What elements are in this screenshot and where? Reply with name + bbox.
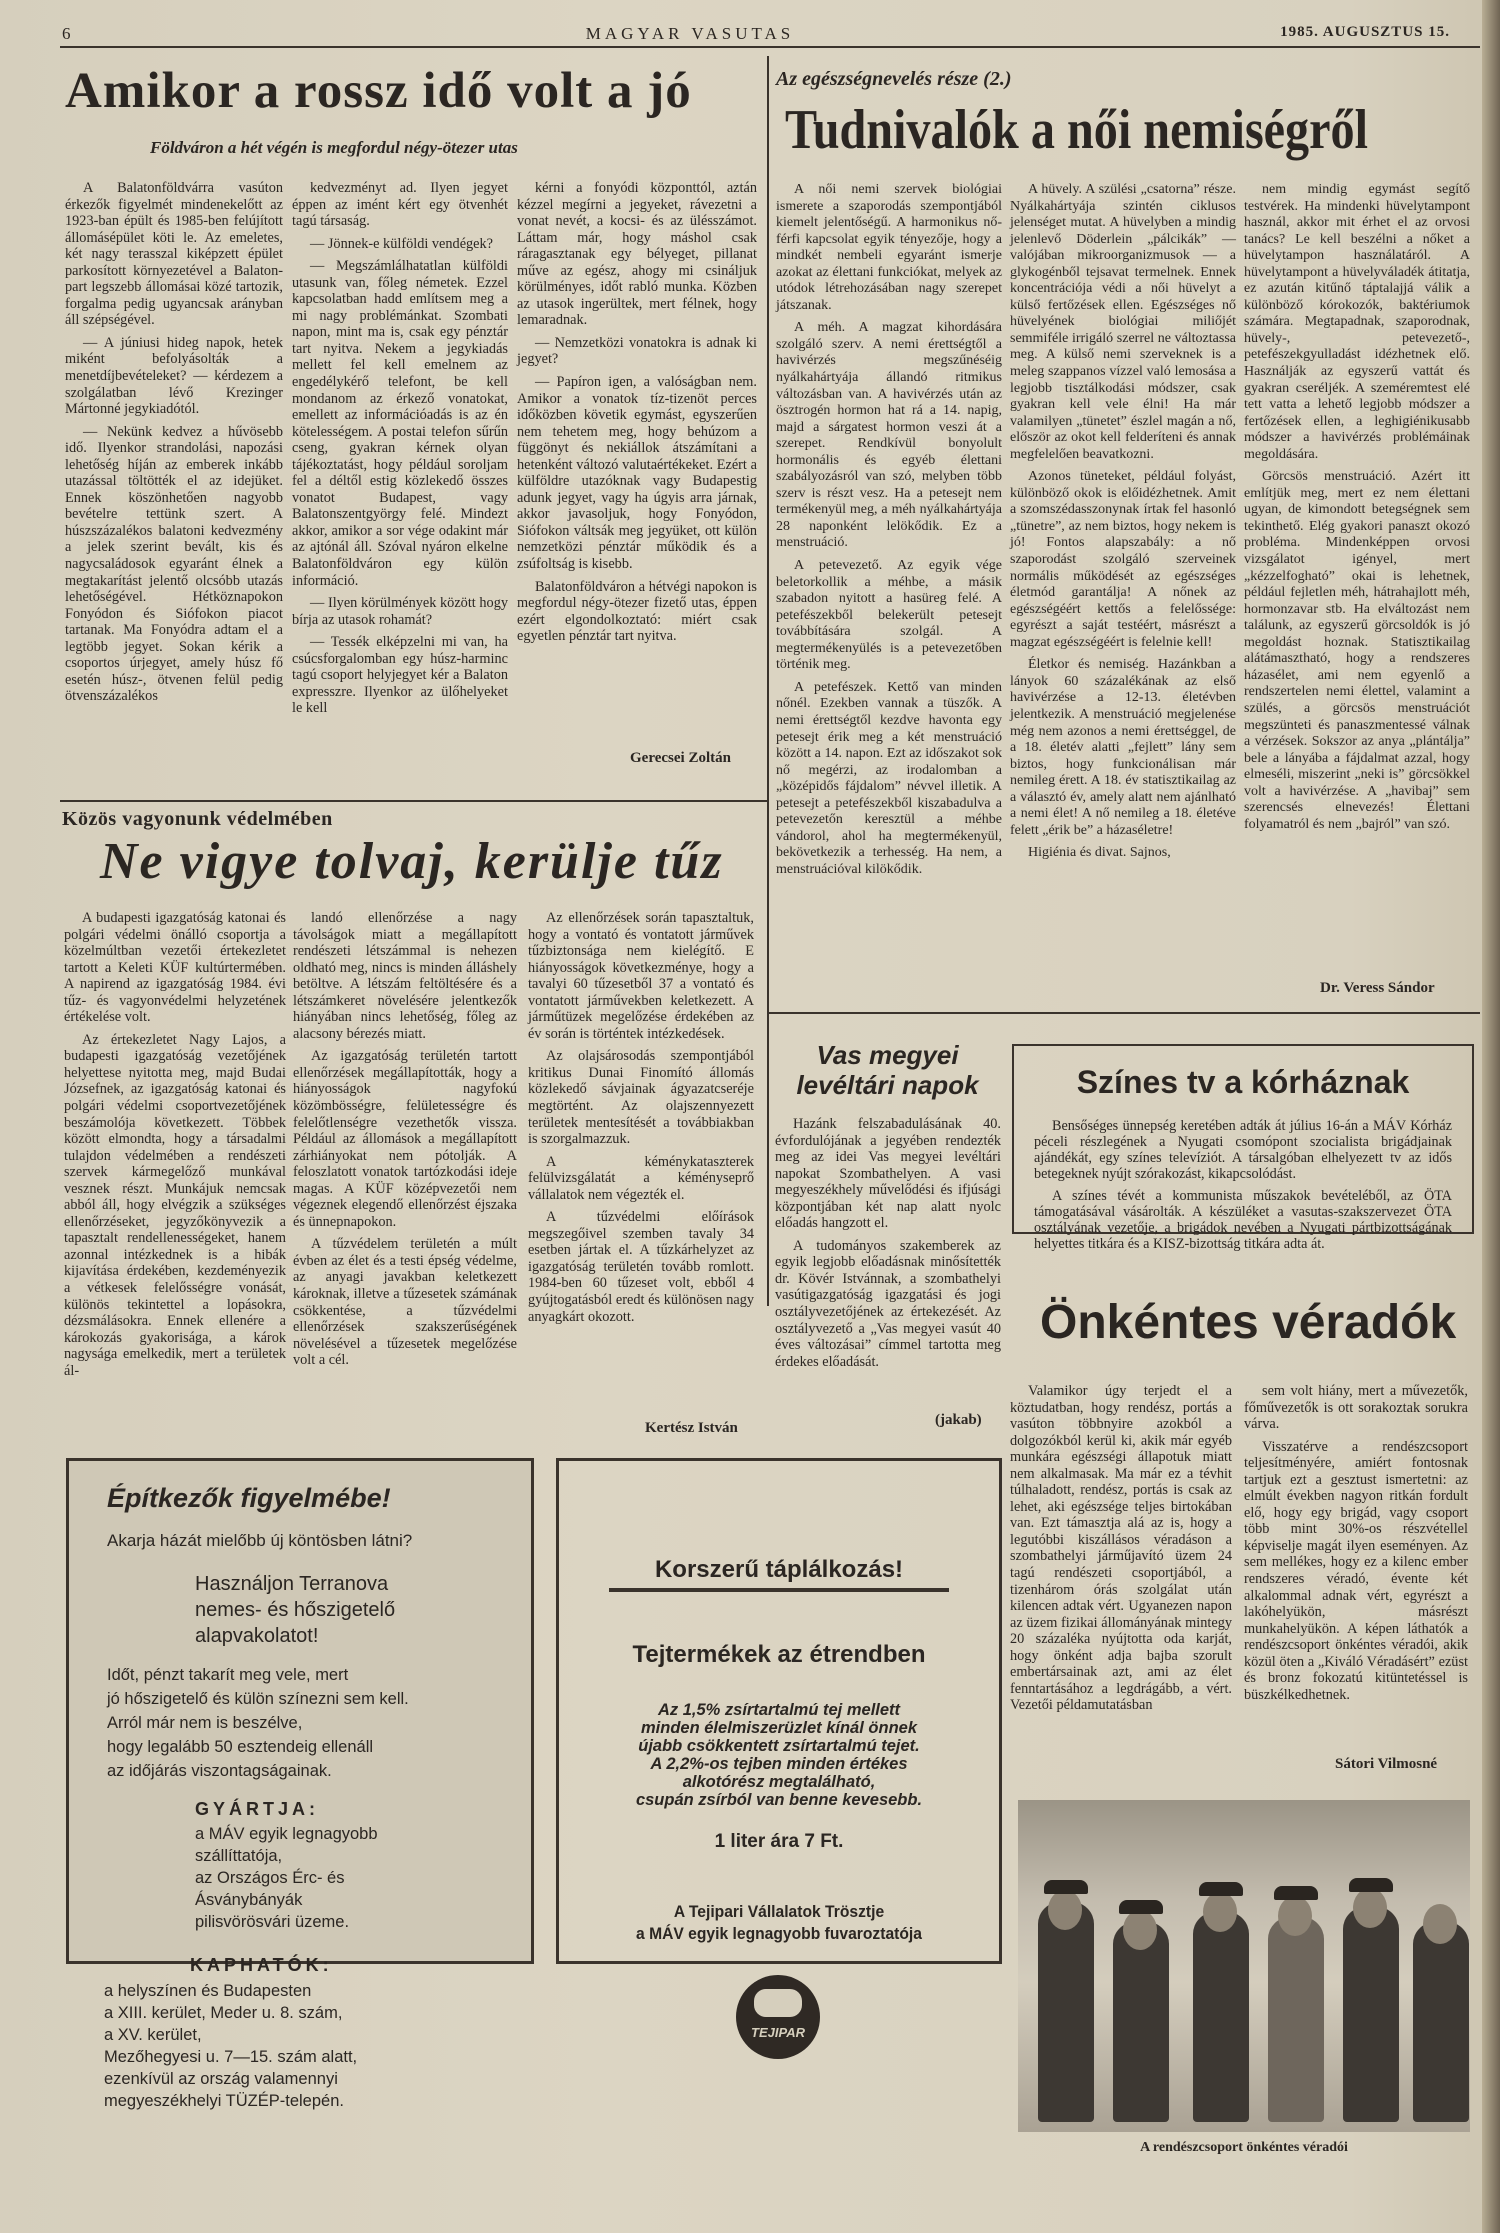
paragraph: A női nemi szervek biológiai ismerete a szaporodás szempontjából kiemelt jelentőségű. A harmonikus nő-férfi kapcsolat egyik tényezője, hogy a mindkét nembeli egyaránt ismerje azokat az élettani funkciókat, melyek az utódok létrehozásában nagy szerepet játszanak. (776, 182, 1002, 313)
body-line: minden élelmiszerüzlet kínál önnek (641, 1719, 917, 1737)
offer-line: nemes- és hőszigetelő (195, 1599, 396, 1621)
paragraph: A petevezető. Az egyik vége beletorkollik a méhbe, a másik szabadon nyitott a hasüreg felé. A petefészekből belekerült petesejt továbbítására szolgál. A megtermékenyülés is a petevezetőben történik meg. (776, 558, 1002, 673)
body-line: Időt, pénzt takarít meg vele, mert (107, 1666, 349, 1684)
paragraph: Visszatérve a rendészcsoport teljesítményére, amiért fontosnak tartjuk ezt a gesztust ismertetni: az elmúlt években nagyon ritkán fordult elő, hogy egy brigád, vagy csoport több mint 30%-os részvétellel képviselje magát ilyen eseményen. Az sem mellékes, hogy ez a kilenc ember rendszeres véradó, évente két alkalommal adnak vért, egyrészt a lakóhelyükön, másrészt munkahelyükön. A képen láthatók a rendészcsoport önkéntes véradói, akik közül öten a „Kiváló Véradásért” ezüst és bronz fokozatú kitüntetéssel is büszkélkedhetnek. (1244, 1438, 1468, 1703)
paragraph: A színes tévét a kommunista műszakok bevételéből, az ÖTA támogatásával vásárolták. A készüléket a vasutas-szakszervezet ÖTA osztályának vezetője, a brigádok nevében a Nyugati pártbizottságának helyettes titkára és a KISZ-bizottság titkára adta át. (1034, 1188, 1452, 1252)
seller-line: a XIII. kerület, Meder u. 8. szám, (104, 2004, 343, 2022)
article-headline: Színes tv a kórháznak (1076, 1064, 1410, 1100)
article-column (1010, 1383, 1232, 1720)
photo-caption: A rendészcsoport önkéntes véradói (1140, 2140, 1348, 2155)
offer-line: alapvakolatot! (195, 1625, 319, 1647)
section-rule (60, 800, 767, 802)
maker-line: a MÁV egyik legnagyobb (195, 1825, 378, 1843)
article-column (1010, 182, 1236, 868)
advert-tejipar (556, 1458, 1002, 1964)
byline: (jakab) (935, 1412, 982, 1428)
paragraph: Az értekezletet Nagy Lajos, a budapesti igazgatóság vezetőjének helyettese nyitotta meg, majd Budai Józsefnek, az igazgatóság katonai és polgári védelmi csoportvezetőjének beszámolója következett. Többek között elmondta, hogy a társadalmi tulajdon védelmében a rendészeti szervek kármegelőző munkával vesznek részt. Munkájuk nemcsak abból áll, hogy elvégzik a szükséges ellenőrzéseket, jegyzőkönyvezik a tapasztalt rendellenességeket, hanem azonnal intézkednek is a hibák kijavítása érdekében, kezdeményezik a vétkesek felelősségre vonását, különös tekintettel a lopásokra, dézsmálásokra. Ennek ellenére a károkozás gyakorisága, a károk nagysága emelkedik, mert a területek ál- (64, 1031, 286, 1379)
column-divider (767, 56, 769, 1306)
paragraph: Hazánk felszabadulásának 40. évfordulójának a jegyében rendezték meg az idei Vas megyei levéltári napokat Szombathelyen. A vasi megyeszékhely művelődési és ifjúsági központjában két nap alatt nyolc előadás hangzott el. (775, 1116, 1001, 1232)
paragraph: sem volt hiány, mert a művezetők, főművezetők is ott sorakoztak sorukra várva. (1244, 1383, 1468, 1433)
seller-line: a helyszínen és Budapesten (104, 1982, 312, 2000)
byline: Kertész István (645, 1420, 738, 1436)
maker-label: GYÁRTJA: (195, 1799, 320, 1819)
paragraph: — Tessék elképzelni mi van, ha csúcsforgalomban egy húsz-harminc tagú csoport helyjegyet kér a Balaton expresszre. Ilyenkor az ülőhelyeket le kell (292, 634, 508, 717)
article-column (776, 182, 1002, 884)
paragraph: — Papíron igen, a valóságban nem. Amikor a vonatok tíz-tizenöt perces időközben követik egymást, egyszerűen nem tehetem meg, hogy behúzom a függönyt és nekiállok átszámítani a hetenként változó valutaértékeket. Ezért a külföldre utazóknak vagy Budapestig adunk jegyet, vagy ha úgyis arra járnak, akkor javasoljuk, hogy Fonyódon, Siófokon váltsák meg jegyüket, ott külön nemzetközi pénztár működik és a zsúfoltság is kisebb. (517, 374, 757, 573)
seller-line: Mezőhegyesi u. 7—15. szám alatt, (104, 2048, 358, 2066)
paragraph: Az olajsárosodás szempontjából kritikus Dunai Finomító állomás közlekedő sávjainak ágyazatcseréje megtörtént. Az olajszennyezett területek mentesítését a továbbiakban is szorgalmazzuk. (528, 1048, 754, 1148)
article-column (65, 180, 283, 711)
photo-blood-donors (1018, 1800, 1470, 2132)
body-line: hogy legalább 50 esztendeig ellenáll (107, 1738, 374, 1756)
maker-text (195, 1823, 378, 1933)
advert-offer (195, 1571, 395, 1649)
paragraph: kérni a fonyódi központtól, aztán kézzel megírni a jegyeket, rávezetni a vonat nevét, a kocsi- és az ülésszámot. Láttam már, hogy máshol csak ráragasztanak egy bélyeget, pillanat műve az egész, ahogy mi csináljuk körülményes, időt rabló munka. Közben az utasok ingerültek, mert félnek, hogy lemaradnak. (517, 180, 757, 329)
article-headline: Önkéntes véradók (1040, 1296, 1457, 1349)
paragraph: A tudományos szakemberek az egyik legjobb előadásnak minősítették dr. Kövér Istvánnak, a szombathelyi vasútigazgatóság igazgatási és jogi osztályvezetőjének az értekezését. Az osztályvezető a „Vas megyei vasút 40 éves változásai” címmel tartotta meg érdekes előadását. (775, 1237, 1001, 1370)
paragraph: Az igazgatóság területén tartott ellenőrzések megállapították, hogy a hiányosságok nagyfokú közömbösségre, felületességre és felelőtlenségre vezethetők vissza. Például az állomások a megállapított zárhiányokat nem pótolják. A feloszlatott vonatok tartózkodási ideje magas. A KÜF középvezetői nem végeznek elegendő ellenőrzést éjszaka és ünnepnapokon. (293, 1048, 517, 1230)
issue-date: 1985. AUGUSZTUS 15. (1280, 24, 1450, 40)
maker-line: az Országos Érc- és (195, 1869, 345, 1887)
page-edge (1482, 0, 1500, 2233)
body-line: csupán zsírból van benne kevesebb. (635, 1791, 923, 1809)
article-kicker: Közös vagyonunk védelmében (62, 808, 333, 830)
offer-line: Használjon Terranova (195, 1573, 389, 1595)
paragraph: Az ellenőrzések során tapasztaltuk, hogy a vontató és vontatott járművek tűzbiztonsága nem kielégítő. E hiányosságok következménye, hogy a tavalyi 60 tűzesetből 37 a vontató és vontatott járművekben keletkezett. A járműtüzek megelőzése érdekében az év során is történtek intézkedések. (528, 910, 754, 1042)
body-line: alkotórész megtalálható, (682, 1773, 876, 1791)
paragraph: Valamikor úgy terjedt el a köztudatban, hogy rendész, portás a vasúton többnyire azokból a dolgozókból kerül ki, akik már egyéb munkára egészségi állapotuk miatt nem alkalmasak. Ma már ez a tévhit túlhaladott, rendész, portás is csak az lehet, aki egészsége teljes birtokában van. Ezt támasztja alá az is, hogy a legutóbbi kiszállásos véradáson a szombathelyi járműjavító üzem 24 tagú rendészeti csoportjából, a tizenhárom órás szolgálat után kilencen adtak vért. Ugyanezen napon az üzem fizikai állományának mintegy 20 százaléka nyújtotta oda karját, hogy önként adja bajba szorult embertársainak azt, ami az élet fenntartásához a legdrágább, a vért. Vezetői példamutatásban (1010, 1383, 1232, 1714)
maker-line: pilisvörösvári üzeme. (195, 1913, 350, 1931)
seller-line: a XV. kerület, (104, 2026, 202, 2044)
sponsor-line: A Tejipari Vállalatok Trösztje (673, 1902, 885, 1921)
page-number: 6 (62, 24, 72, 43)
sellers-text (104, 1980, 357, 2112)
paragraph: — Nekünk kedvez a hűvösebb idő. Ilyenkor strandolási, napozási lehetőség híján az emberek inkább utazással töltötték el az idejüket. Ennek köszönhetően nagyobb bevételre tettünk szert. A húszszázalékos balatoni kedvezmény a jelek szerint bevált, kis és nagycsaládosok egyaránt élnek a megtakarítást jelentő olcsóbb utazás lehetőségével. Hétköznapokon Fonyódon és Siófokon piacot tartanak. Ma Fonyódra adtam el a legtöbb jegyet. Sokan kérik a csoportos úrjegyet, amely húsz fő esetén húsz-, ötvenen felül pedig ötvenszázalékos (65, 423, 283, 705)
tejipar-logo-icon (736, 1975, 820, 2059)
advert-price: 1 liter ára 7 Ft. (714, 1831, 844, 1852)
body-line: A 2,2%-os tejben minden értékes (650, 1755, 908, 1773)
advert-subtitle: Tejtermékek az étrendben (632, 1641, 926, 1668)
paragraph: A kéménykataszterek felülvizsgálatát a kéményseprő vállalatok nem végezték el. (528, 1153, 754, 1203)
section-rule (767, 1012, 1480, 1014)
advert-title: Építkezők figyelmébe! (107, 1483, 391, 1513)
paragraph: — Jönnek-e külföldi vendégek? (310, 235, 494, 252)
paragraph: A budapesti igazgatóság katonai és polgári védelmi önálló csoportja a közelmúltban vezetői értekezletet tartott a Keleti KÜF kultúrtermében. A napirend az igazgatóság 1984. évi tűz- és vagyonvédelmi helyzetének értékelése volt. (64, 910, 286, 1026)
byline: Sátori Vilmosné (1335, 1756, 1438, 1772)
byline: Dr. Veress Sándor (1320, 980, 1435, 996)
seller-line: ezenkívül az ország valamennyi (104, 2070, 338, 2088)
advert-body (559, 1701, 999, 1809)
article-column (1244, 1383, 1468, 1709)
body-line: Arról már nem is beszélve, (107, 1714, 303, 1732)
advert-sponsor (577, 1901, 982, 1945)
advert-body (107, 1663, 409, 1783)
paper-title: MAGYAR VASUTAS (585, 24, 795, 43)
header-rule (60, 46, 1480, 48)
advert-terranova (66, 1458, 534, 1964)
body-line: újabb csökkentett zsírtartalmú tejet. (638, 1737, 920, 1755)
body-line: Az 1,5% zsírtartalmú tej mellett (657, 1701, 901, 1719)
paragraph: Bensőséges ünnepség keretében adták át július 16-án a MÁV Kórház péceli részlegének a Nyugati csomópont szocialista brigádjainak ajándékát, egy színes televíziót. A társalgóban elhelyezett tv az idős betegeknek nyújt szórakozást, kikapcsolódást. (1034, 1118, 1452, 1182)
article-headline: Tudnivalók a női nemiségről (785, 99, 1368, 161)
paragraph: landó ellenőrzése a nagy távolságok miatt a megállapított rendészeti létszámmal is nehezen oldható meg, nincs is minden álláshely betöltve. A létszám feltöltésére és a létszámkeret növelésére jelentkezők hiányában nincs lehetőség, főleg az alacsony bérezés miatt. (293, 910, 517, 1042)
paragraph: A tűzvédelem területén a múlt évben az élet és a testi épség védelme, az anyagi javakban keletkezett károknak, illetve a tűzesetek számának csökkentése, a tűzvédelmi ellenőrzések szakszerűségének növelésével a tűzesetek megelőzése volt a cél. (293, 1236, 517, 1369)
paragraph: nem mindig egymást segítő testvérek. Ha mindenki hüvelytampont használ, akkor mit érhet el az orvosi tanács? Le kell beszélni a nőket a hüvelytampon használatáról. A hüvelytampont a hüvelyváladék átitatja, ez azután kitűnő táptalajjá válik a különböző kórokozók, baktériumok számára. Megtapadnak, szaporodnak, hüvely-, petevezető-, petefészekgyulladást idézhetnek elő. Használják az egyszerű vattát és gyakran cseréljék. A szeméremtest elé tett vatta a lehető legjobb módszer a fertőzések ellen, a leghigiénikusabb módszer a havivérzés problémáinak megoldására. (1244, 182, 1470, 462)
article-headline: Vas megyei levéltári napok (796, 1040, 979, 1100)
sellers-label: KAPHATÓK: (190, 1955, 333, 1975)
article-column (528, 910, 754, 1331)
paragraph: Balatonföldváron a hétvégi napokon is megfordul négy-ötezer fizető utas, éppen ezért elgondolkoztató: miért csak egyetlen pénztár tart nyitva. (517, 578, 757, 645)
article-box (1012, 1044, 1474, 1252)
paragraph: — Megszámlálhatatlan külföldi utasunk van, főleg németek. Ezzel kapcsolatban hadd említsem meg a mi nagy problémánkat. Szombati napon, mint ma is, csak egy pénztár tart nyitva. Nekem a jegykiadás mellett fel kell emelnem az engedélykérő telefont, be kell mondanom az érkező vonatokat, emellett az információadás is az én kötelességem. A postai telefon sűrűn cseng, gyakran kérnek olyan tájékoztatást, hogy például soroljam fel a déltől estig közlekedő összes vonatot Budapest, vagy Balatonszentgyörgy felé. Mindezt akkor, amikor a sor vége odakint már az ajtónál áll. Szóval nyáron elkelne Balatonföldváron egy külön információ. (292, 258, 508, 589)
paragraph: A petefészek. Kettő van minden nőnél. Ezekben vannak a tüszők. A nemi érettségtől kezdve havonta egy petesejt érik meg a két menstruáció között a 14. napon. Ezt az időszakot sok nő megérzi, az irodalomban a „középidős fájdalom” névvel illetik. A petesejt a petefészekből kiszabadulva a petevezetőn keresztül a méhbe vándorol, ahol ha megtermékenyül, bekövetkezik a terhesség. Ha nem, a menstruációval kilökődik. (776, 679, 1002, 877)
maker-line: szállíttatója, (195, 1847, 283, 1865)
paragraph: — Ilyen körülmények között hogy bírja az utasok rohamát? (292, 595, 508, 628)
paragraph: Életkor és nemiség. Hazánkban a lányok 60 százalékának az első havivérzése a 12-13. életévben jelentkezik. A menstruáció megjelenése még nem azonos a nemi érettséggel, de a 18. életév alatti „fejlett” lány sem biztos, hogy funkcionálisan már nemileg érett. A 18. év statisztikailag az a választó év, amely alatt nem ajánlható a nemi élet! A nő nemileg a 18. életéve felett „érik be” a házaséletre! (1010, 657, 1236, 838)
article-column (1034, 1118, 1452, 1258)
article-headline: Ne vigye tolvaj, kerülje tűz (100, 833, 724, 890)
article-kicker: Az egészségnevelés része (2.) (776, 68, 1012, 90)
article-column (517, 180, 757, 651)
article-column (293, 910, 517, 1375)
byline: Gerecsei Zoltán (630, 750, 731, 766)
maker-line: Ásványbányák (195, 1891, 303, 1909)
body-line: jó hőszigetelő és külön színezni sem kell. (107, 1690, 409, 1708)
logo-text: TEJIPAR (751, 2025, 805, 2040)
paragraph: Azonos tüneteket, például folyást, különböző okok is előidézhetnek. Amit a szomszédasszonynak írtak fel hasonló „tünetre”, az nem biztos, hogy nekem is jó! Fontos alapszabály: a nő szaporodást szolgáló szerveinek normális működését az egészséges életmód garantálja! A nőnek az egészségéért kettős a felelőssége: egyrészt a saját testéért, másrészt a magzat egészségéért is felelnie kell! (1010, 469, 1236, 650)
paragraph: — A júniusi hideg napok, hetek miként befolyásolták a menetdíjbevételeket? — kérdezem a szolgálatban lévő Krezinger Mártonné jegykiadótól. (65, 334, 283, 418)
body-line: az időjárás viszontagságainak. (107, 1762, 332, 1780)
paragraph: kedvezményt ad. Ilyen jegyet éppen az imént kért egy ötvenhét tagú társaság. (292, 180, 508, 230)
paragraph: Görcsös menstruáció. Azért itt említjük meg, mert ez nem élettani ugyan, de kimondott betegségnek sem tekinthető. Elég gyakori panaszt okozó probléma. Mindenképpen orvosi vizsgálatot igényel, mert „kézzelfogható” okai is lehetnek, például fejletlen méh, hátrahajlott méh, hormonzavar stb. Ha elváltozást nem találunk, az egyszerű görcsoldók is jó megoldást hoznak. Statisztikailag alátámasztható, hogy a rendszeres házasélet, ami nem egyenlő a rendszertelen nemi élettel, valamint a szülés, a görcsös menstruációt megszünteti és panaszmentessé válnak a vérzések. Sokszor az anya „plántálja” bele a lányába a fájdalmat azzal, hogy elmeséli, miszerint „neki is” görcsökkel volt a havivérzése. A „havibaj” sem szerencsés elnevezés! Élettani folyamatról és nem „bajról” van szó. (1244, 469, 1470, 832)
article-headline: Amikor a rossz idő volt a jó (65, 63, 692, 119)
paragraph: A Balatonföldvárra vasúton érkezők figyelmét mindenekelőtt az 1923-ban épült és 1985-ben felújított állomásépület köti le. Az emeletes, két nagy terasszal kiképzett épület parkosított környezetével a Balaton-part legszebb állomásai közé tartozik, forgalma pedig ugyancsak arányban áll szépségével. (65, 180, 283, 329)
article-column (64, 910, 286, 1385)
article-column (292, 180, 508, 723)
paragraph: A méh. A magzat kihordására szolgáló szerv. A nemi érettségtől a havivérzés megszűnéséig nyálkahártyája állandó ritmikus változásban van. A havivérzés után az ösztrogén hormon hat rá a 14. napig, majd a sárgatest hormon veszi át a szerepet. Rendkívül bonyolult hormonális és egyéb élettani szabályozásról van szó, melyben több szerv is részt vesz. Ha a petesejt nem termékenyül meg, a méh nyálkahártyája 28 naponként lelökődik. Ez a menstruáció. (776, 320, 1002, 551)
article-column (1244, 182, 1470, 839)
seller-line: megyeszékhelyi TÜZÉP-telepén. (104, 2092, 344, 2110)
paragraph: A tűzvédelmi előírások megszegőivel szemben tavaly 34 esetben jártak el. A tűzkárhelyzet az igazgatóság területén tovább romlott. 1984-ben 60 tűzeset volt, ebből 4 gyújtogatásból eredt és különösen nagy anyagkárt okozott. (528, 1209, 754, 1325)
advert-question: Akarja házát mielőbb új köntösben látni? (107, 1531, 413, 1550)
paragraph: — Nemzetközi vonatokra is adnak ki jegyet? (517, 334, 757, 368)
paragraph: Higiénia és divat. Sajnos, (1028, 845, 1171, 861)
article-subhead: Földváron a hét végén is megfordul négy-ötezer utas (150, 138, 518, 157)
advert-title: Korszerű táplálkozás! (609, 1556, 949, 1592)
article-column (775, 1116, 1001, 1376)
sponsor-line: a MÁV egyik legnagyobb fuvaroztatója (636, 1924, 922, 1943)
paragraph: A hüvely. A szülési „csatorna” része. Nyálkahártyája szintén ciklusos jelenséget mutat. A hüvelyben a mindig jelenlevő Döderlein „pálcikák” — valójában mikroorganizmusok — a glykogénből tejsavat termelnek. Ennek koncentrációja védi a női hüvelyt a külső fertőzések ellen. Egészséges nő hüvelyének biológiai miliőjét semmiféle irrigáló szerrel ne változtassa meg. A külső nemi szerveknek is a meleg szappanos vízzel való lemosása a legjobb tisztálkodási módszer, csak gyakran kell vele élni! Ha már valamilyen „tünetet” észlel magán a nő, először az okot kell felderíteni és annak megfelelően beavatkozni. (1010, 182, 1236, 462)
